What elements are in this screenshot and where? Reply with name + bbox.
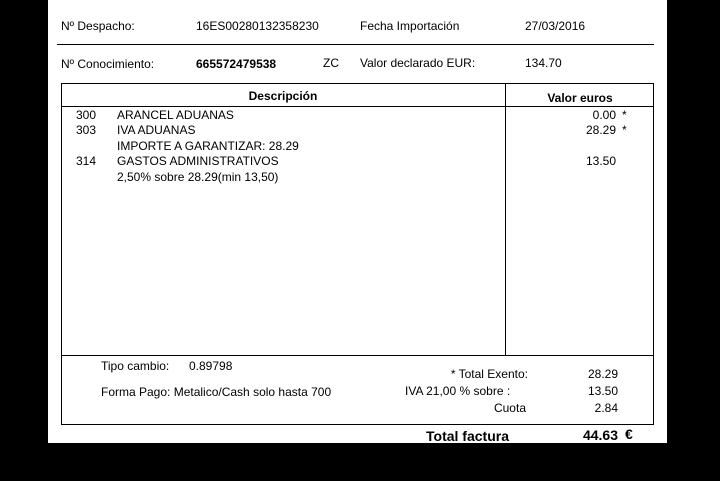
row-description: IVA ADUANAS: [117, 123, 196, 137]
fecha-value: 27/03/2016: [525, 19, 586, 33]
column-valor: Valor euros: [547, 91, 613, 105]
table-header-divider: [61, 106, 654, 107]
row-value: 28.29: [585, 123, 616, 137]
row-code: 314: [76, 154, 97, 168]
column-descripcion: Descripción: [248, 89, 318, 103]
conocimiento-code: ZC: [323, 56, 339, 70]
row-description: GASTOS ADMINISTRATIVOS: [117, 154, 279, 168]
valor-label: Valor declarado EUR:: [360, 56, 476, 70]
total-exento-value: 28.29: [587, 367, 618, 381]
row-value: 0.00: [592, 108, 616, 122]
currency-symbol: €: [625, 426, 633, 442]
despacho-value: 16ES00280132358230: [196, 19, 319, 33]
header-divider: [57, 44, 654, 45]
table-column-divider: [505, 83, 506, 356]
conocimiento-value: 665572479538: [196, 57, 277, 71]
row-code: 303: [76, 123, 97, 137]
row-code: 300: [76, 108, 97, 122]
row-description: IMPORTE A GARANTIZAR: 28.29: [117, 139, 299, 153]
total-factura-label: Total factura: [426, 428, 509, 444]
iva-value: 13.50: [587, 384, 618, 398]
tipo-cambio-value: 0.89798: [189, 359, 233, 373]
conocimiento-label: Nº Conocimiento:: [61, 57, 155, 71]
valor-value: 134.70: [525, 56, 562, 70]
forma-pago: Forma Pago: Metalico/Cash solo hasta 700: [101, 385, 332, 399]
fecha-label: Fecha Importación: [360, 19, 460, 33]
row-description: ARANCEL ADUANAS: [117, 108, 234, 122]
total-exento-label: * Total Exento:: [450, 367, 528, 381]
despacho-label: Nº Despacho:: [61, 19, 135, 33]
row-mark: *: [622, 108, 627, 122]
row-mark: *: [622, 123, 627, 137]
row-value: 13.50: [585, 154, 616, 168]
cuota-label: Cuota: [493, 401, 526, 415]
iva-label: IVA 21,00 % sobre :: [405, 384, 511, 398]
row-description: 2,50% sobre 28.29(min 13,50): [117, 170, 279, 184]
table-footer-divider: [61, 355, 654, 356]
tipo-cambio-label: Tipo cambio:: [101, 359, 170, 373]
total-factura-value: 44.63: [582, 427, 618, 443]
cuota-value: 2.84: [594, 401, 618, 415]
